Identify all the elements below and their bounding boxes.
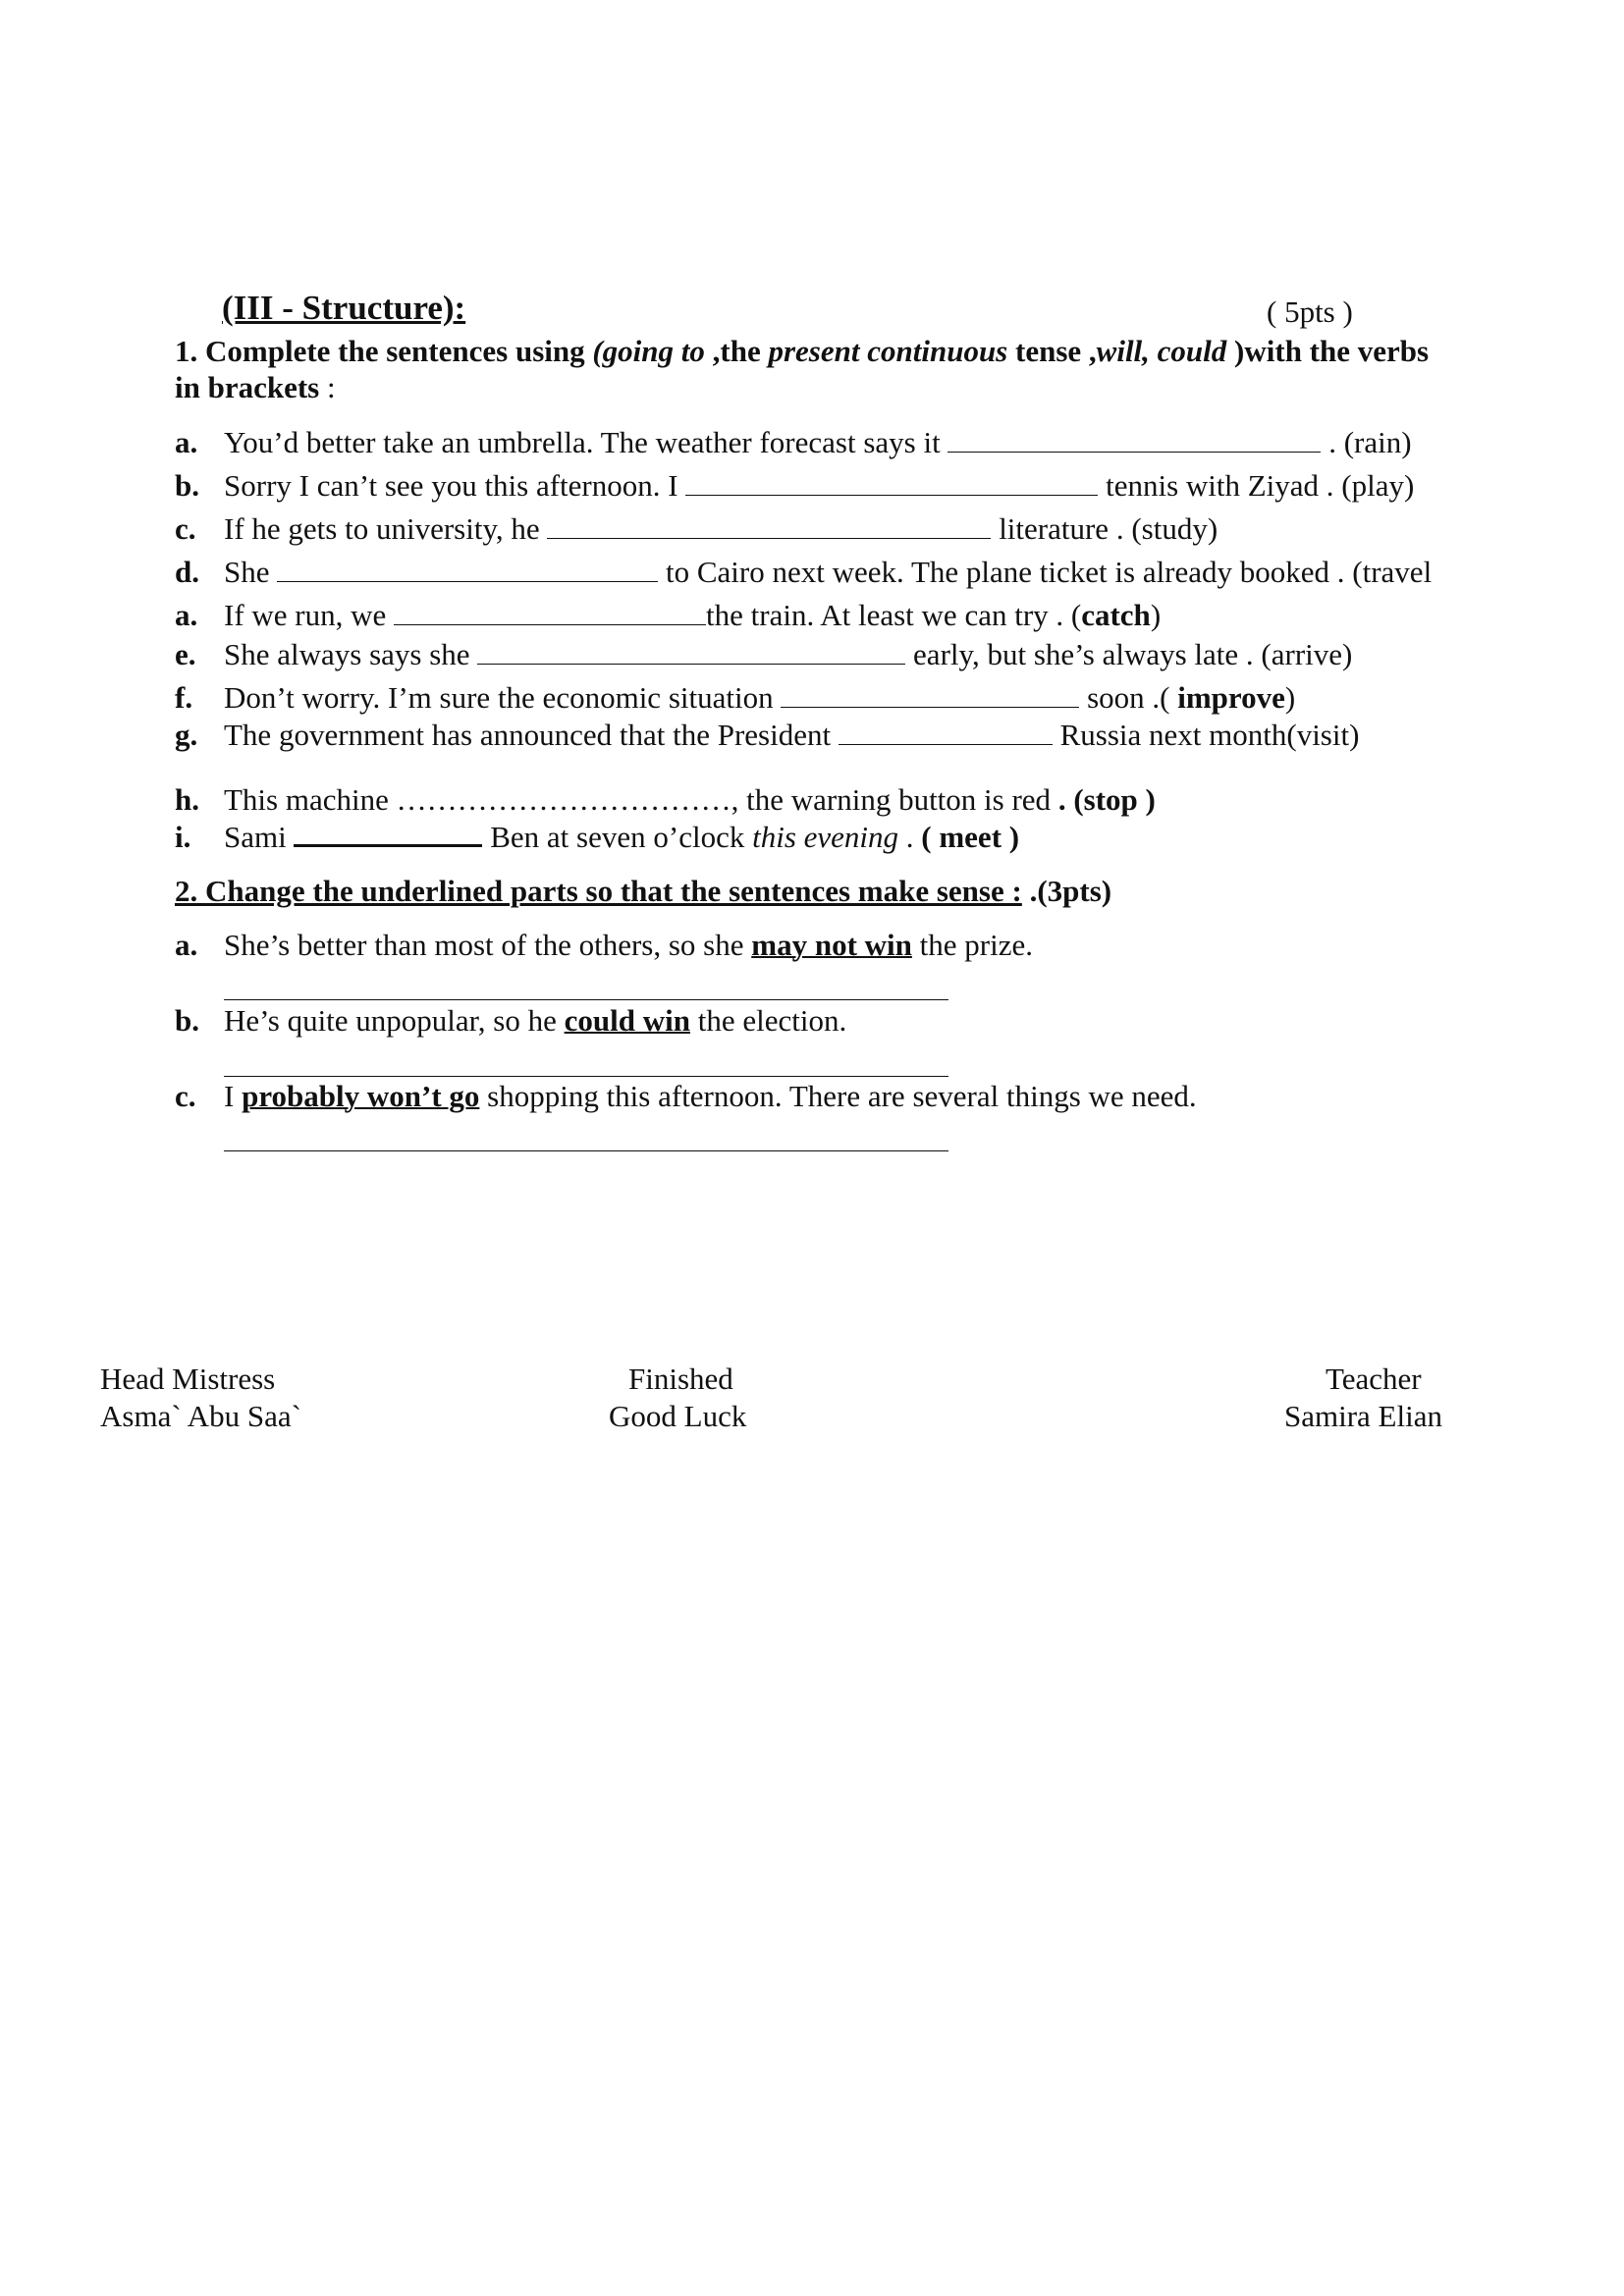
- item-close: ): [1150, 598, 1162, 632]
- q1-instr-p7: )with the verbs: [1226, 334, 1430, 368]
- footer-center-line2: Good Luck: [609, 1399, 747, 1433]
- item-label: g.: [175, 718, 198, 752]
- item-text: The government has announced that the President: [224, 718, 839, 752]
- item-text-after: tennis with Ziyad . (play): [1098, 468, 1415, 503]
- item-text-after: shopping this afternoon. There are several things we need.: [479, 1079, 1197, 1113]
- q1-instr-p2: (going to: [592, 334, 705, 368]
- item-label: f.: [175, 680, 193, 715]
- item-text-after: soon .(: [1079, 680, 1178, 715]
- q1-instruction: [175, 334, 1429, 369]
- q1-item: [175, 820, 1019, 855]
- item-text: If we run, we: [224, 598, 395, 632]
- q1-item: [175, 425, 1412, 460]
- item-verb: . (stop ): [1057, 782, 1156, 817]
- q2-item: [175, 928, 1033, 963]
- item-label: h.: [175, 782, 199, 817]
- q1-instruction-line2: [175, 370, 336, 405]
- item-text-after: early, but she’s always late . (arrive): [905, 637, 1353, 671]
- q1-item: [175, 718, 1359, 753]
- answer-blank[interactable]: [277, 558, 658, 582]
- footer-center-line1: Finished: [628, 1362, 733, 1396]
- answer-blank[interactable]: [477, 640, 905, 665]
- q1-item: [175, 511, 1218, 547]
- item-verb: improve: [1177, 680, 1285, 715]
- underlined-part: could win: [564, 1003, 690, 1038]
- q2-item: [175, 1079, 1197, 1114]
- section-points: ( 5pts ): [1267, 294, 1353, 329]
- answer-line[interactable]: [224, 1150, 948, 1151]
- item-text-after: to Cairo next week. The plane ticket is already booked . (travel: [658, 555, 1433, 589]
- item-text: She: [224, 555, 278, 589]
- q2-title: 2. Change the underlined parts so that the sentences make sense :: [175, 874, 1022, 908]
- answer-line[interactable]: [224, 1076, 948, 1077]
- answer-blank[interactable]: [547, 514, 991, 539]
- item-text-after: the election.: [689, 1003, 847, 1038]
- item-label: i.: [175, 820, 191, 854]
- footer-left-role: Head Mistress: [100, 1362, 276, 1396]
- answer-blank[interactable]: [294, 821, 482, 847]
- answer-blank[interactable]: [839, 721, 1053, 745]
- answer-blank[interactable]: [394, 601, 706, 625]
- item-text: If he gets to university, he: [224, 511, 548, 546]
- item-label: c.: [175, 1079, 196, 1113]
- answer-line[interactable]: [224, 999, 948, 1000]
- item-text-after: literature . (study): [991, 511, 1218, 546]
- item-label: d.: [175, 555, 199, 589]
- q1-instr-p1: 1. Complete the sentences using: [175, 334, 593, 368]
- item-text-after: .: [898, 820, 922, 854]
- item-text: This machine ……………………………, the warning button is red: [224, 782, 1058, 817]
- q1-item: [175, 555, 1432, 590]
- item-text: She’s better than most of the others, so she: [224, 928, 752, 962]
- q2-instruction: [175, 874, 1111, 909]
- item-text-after: . (rain): [1321, 425, 1412, 459]
- item-text: Sorry I can’t see you this afternoon. I: [224, 468, 686, 503]
- q1-instr-p4: present continuous: [768, 334, 1008, 368]
- item-label: e.: [175, 637, 196, 671]
- item-text-after: the train. At least we can try . (: [706, 598, 1082, 632]
- item-text-after: the prize.: [911, 928, 1033, 962]
- item-label: a.: [175, 928, 198, 962]
- item-text: I: [224, 1079, 243, 1113]
- item-label: b.: [175, 1003, 199, 1038]
- q1-instr-p5: tense ,: [1007, 334, 1097, 368]
- item-text: Don’t worry. I’m sure the economic situation: [224, 680, 782, 715]
- q1-item: [175, 468, 1414, 504]
- q1-instr-line2-rest: :: [319, 370, 336, 404]
- q1-item: [175, 680, 1295, 716]
- q1-item: [175, 782, 1156, 818]
- item-text-italic: this evening: [752, 820, 899, 854]
- underlined-part: probably won’t go: [242, 1079, 480, 1113]
- item-verb: ( meet ): [921, 820, 1020, 854]
- q1-instr-p6: will, could: [1096, 334, 1227, 368]
- item-label: c.: [175, 511, 196, 546]
- section-title: (III - Structure):: [222, 289, 466, 327]
- item-close: ): [1284, 680, 1296, 715]
- q2-points: .(3pts): [1021, 874, 1112, 908]
- footer-left-name: Asma` Abu Saa`: [100, 1399, 301, 1433]
- q1-instr-p3: ,the: [704, 334, 769, 368]
- item-text: You’d better take an umbrella. The weather forecast says it: [224, 425, 948, 459]
- item-text-mid: Ben at seven o’clock: [482, 820, 753, 854]
- item-text-after: Russia next month(visit): [1052, 718, 1360, 752]
- answer-blank[interactable]: [781, 683, 1079, 708]
- underlined-part: may not win: [751, 928, 912, 962]
- q1-item: [175, 637, 1352, 672]
- q1-instr-line2-bold: in brackets: [175, 370, 320, 404]
- item-text: He’s quite unpopular, so he: [224, 1003, 565, 1038]
- answer-blank[interactable]: [685, 471, 1098, 496]
- item-text: Sami: [224, 820, 295, 854]
- item-text: She always says she: [224, 637, 478, 671]
- footer-right-role: Teacher: [1326, 1362, 1422, 1396]
- item-label: a.: [175, 425, 198, 459]
- footer-right-name: Samira Elian: [1284, 1399, 1442, 1433]
- item-label: b.: [175, 468, 199, 503]
- item-label: a.: [175, 598, 198, 632]
- answer-blank[interactable]: [947, 428, 1321, 453]
- q1-item: [175, 598, 1161, 633]
- q2-item: [175, 1003, 846, 1039]
- item-verb: catch: [1081, 598, 1151, 632]
